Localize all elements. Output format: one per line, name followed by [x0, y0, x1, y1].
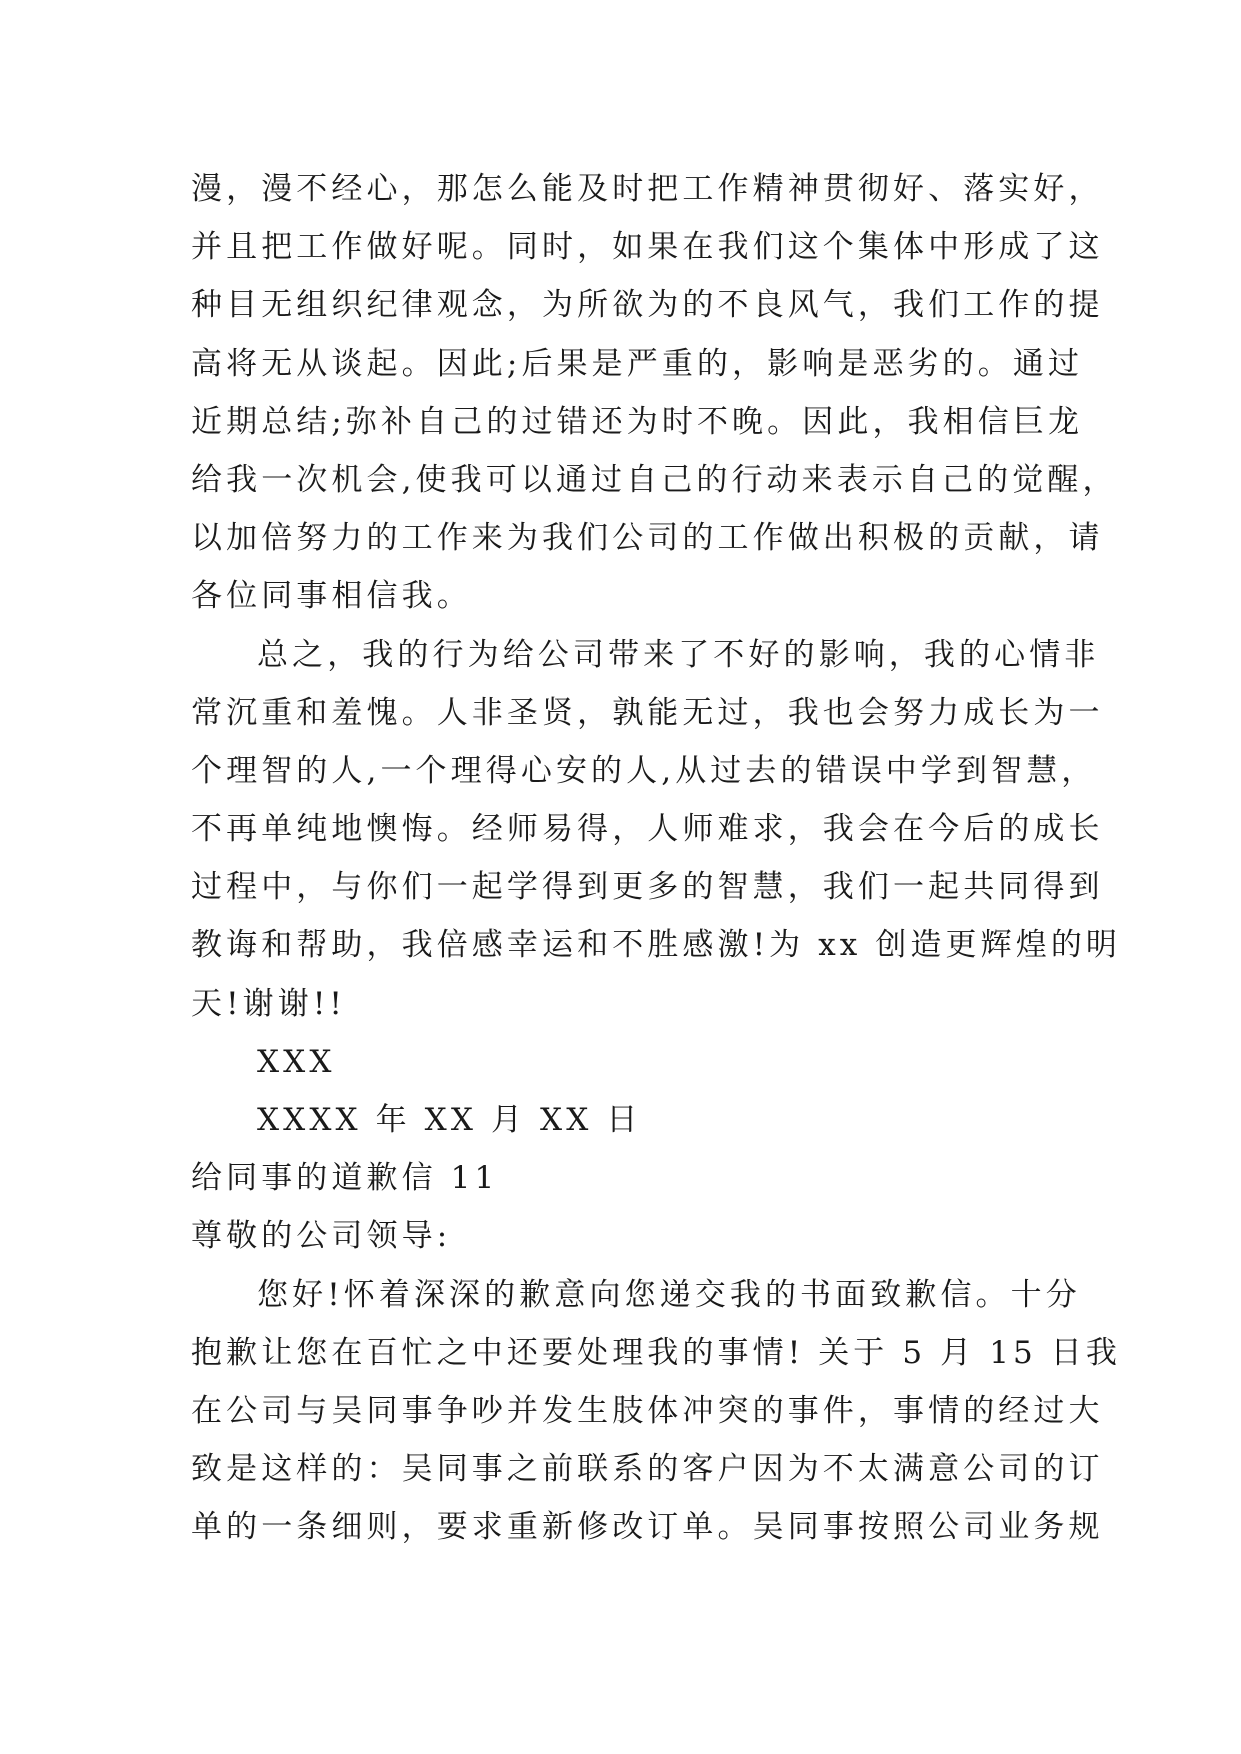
text-line: 高将无从谈起。因此;后果是严重的，影响是恶劣的。通过 — [191, 345, 1084, 382]
text-line: 个理智的人,一个理得心安的人,从过去的错误中学到智慧， — [191, 752, 1097, 789]
text-line: 尊敬的公司领导: — [191, 1218, 452, 1255]
text-line: 给同事的道歉信 11 — [191, 1160, 499, 1197]
text-line: 常沉重和羞愧。人非圣贤，孰能无过，我也会努力成长为一 — [191, 694, 1104, 731]
text-line: 以加倍努力的工作来为我们公司的工作做出积极的贡献，请 — [191, 520, 1104, 557]
document-body — [191, 160, 1122, 1557]
text-line: 漫，漫不经心，那怎么能及时把工作精神贯彻好、落实好， — [191, 171, 1104, 207]
text-line: 不再单纯地懊悔。经师易得，人师难求，我会在今后的成长 — [191, 811, 1104, 848]
text-line: 教诲和帮助，我倍感幸运和不胜感激!为 xx 创造更辉煌的明 — [191, 927, 1122, 964]
text-line: 给我一次机会,使我可以通过自己的行动来表示自己的觉醒， — [191, 461, 1118, 498]
text-line: 过程中，与你们一起学得到更多的智慧，我们一起共同得到 — [191, 869, 1104, 906]
text-line: 致是这样的：吴同事之前联系的客户因为不太满意公司的订 — [191, 1451, 1104, 1488]
text-line: 在公司与吴同事争吵并发生肢体冲突的事件，事情的经过大 — [191, 1392, 1104, 1429]
text-line: 天!谢谢!! — [191, 985, 346, 1022]
text-line: XXXX 年 XX 月 XX 日 — [257, 1102, 642, 1138]
text-line: 种目无组织纪律观念，为所欲为的不良风气，我们工作的提 — [191, 287, 1104, 324]
text-line: XXX — [257, 1043, 336, 1080]
text-line: 单的一条细则，要求重新修改订单。吴同事按照公司业务规 — [191, 1509, 1104, 1546]
text-line: 各位同事相信我。 — [191, 578, 472, 615]
text-line: 您好!怀着深深的歉意向您递交我的书面致歉信。十分 — [257, 1276, 1081, 1313]
text-line: 总之，我的行为给公司带来了不好的影响，我的心情非 — [257, 636, 1100, 673]
text-line: 近期总结;弥补自己的过错还为时不晚。因此，我相信巨龙 — [191, 403, 1084, 440]
text-line: 并且把工作做好呢。同时，如果在我们这个集体中形成了这 — [191, 229, 1104, 266]
text-line: 抱歉让您在百忙之中还要处理我的事情! 关于 5 月 15 日我 — [191, 1334, 1121, 1371]
